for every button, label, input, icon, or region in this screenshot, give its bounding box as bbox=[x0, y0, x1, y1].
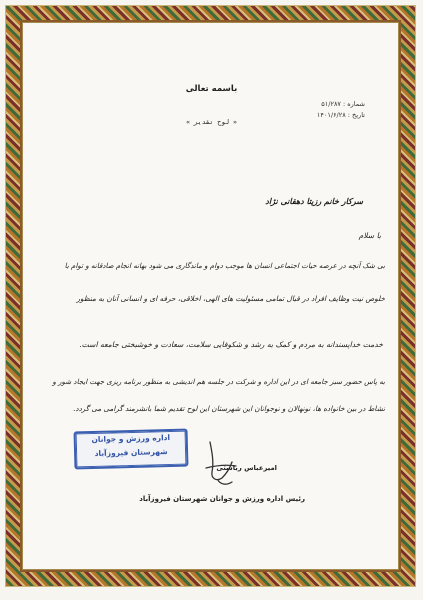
office-stamp bbox=[74, 429, 189, 470]
addressee: سرکار خانم رزیتا دهقانی نژاد bbox=[265, 196, 363, 206]
stamp-line-1: اداره ورزش و جوانان bbox=[91, 432, 171, 445]
letter-heading: باسمه تعالی bbox=[185, 84, 238, 94]
letter-number: شماره : ۵۱/۲۸۷ bbox=[321, 100, 365, 108]
body-line-1: بی شک آنچه در عرصه حیات اجتماعی انسان ها موجب دوام و ماندگاری می شود بهانه انجام صادقانه و توام با bbox=[64, 261, 385, 270]
salutation: با سلام bbox=[358, 231, 381, 240]
body-line-4: به پاس حضور سبز جامعه ای در این اداره و شرکت در جلسه هم اندیشی به منظور برنامه ریزی جهت ایجاد شور و bbox=[52, 377, 385, 386]
letter-subject: « لوح تقدیر » bbox=[186, 118, 237, 126]
body-line-5: نشاط در بین خانواده ها، نونهالان و نوجوانان این شهرستان این لوح تقدیم شما بانشرمند گرامی می گردد. bbox=[73, 404, 385, 413]
stamp-line-2: شهرستان فیروزآباد bbox=[94, 447, 168, 458]
letter-date: تاریخ : ۱۴۰۱/۶/۲۸ bbox=[316, 111, 365, 119]
body-line-2: خلوص نیت وظایف افراد در قبال تمامی مسئولیت های الهی، اخلاقی، حرفه ای و انسانی آنان به منظور bbox=[76, 294, 385, 303]
signer-name: امیرعباس رباستی bbox=[216, 464, 277, 472]
signer-title: رئیس اداره ورزش و جوانان شهرستان فیروزآباد bbox=[139, 495, 305, 503]
footer-strip bbox=[0, 588, 423, 600]
body-line-3: خدمت خداپسندانه به مردم و کمک به رشد و شکوفایی سلامت، سعادت و خوشبختی جامعه است. bbox=[79, 340, 383, 349]
